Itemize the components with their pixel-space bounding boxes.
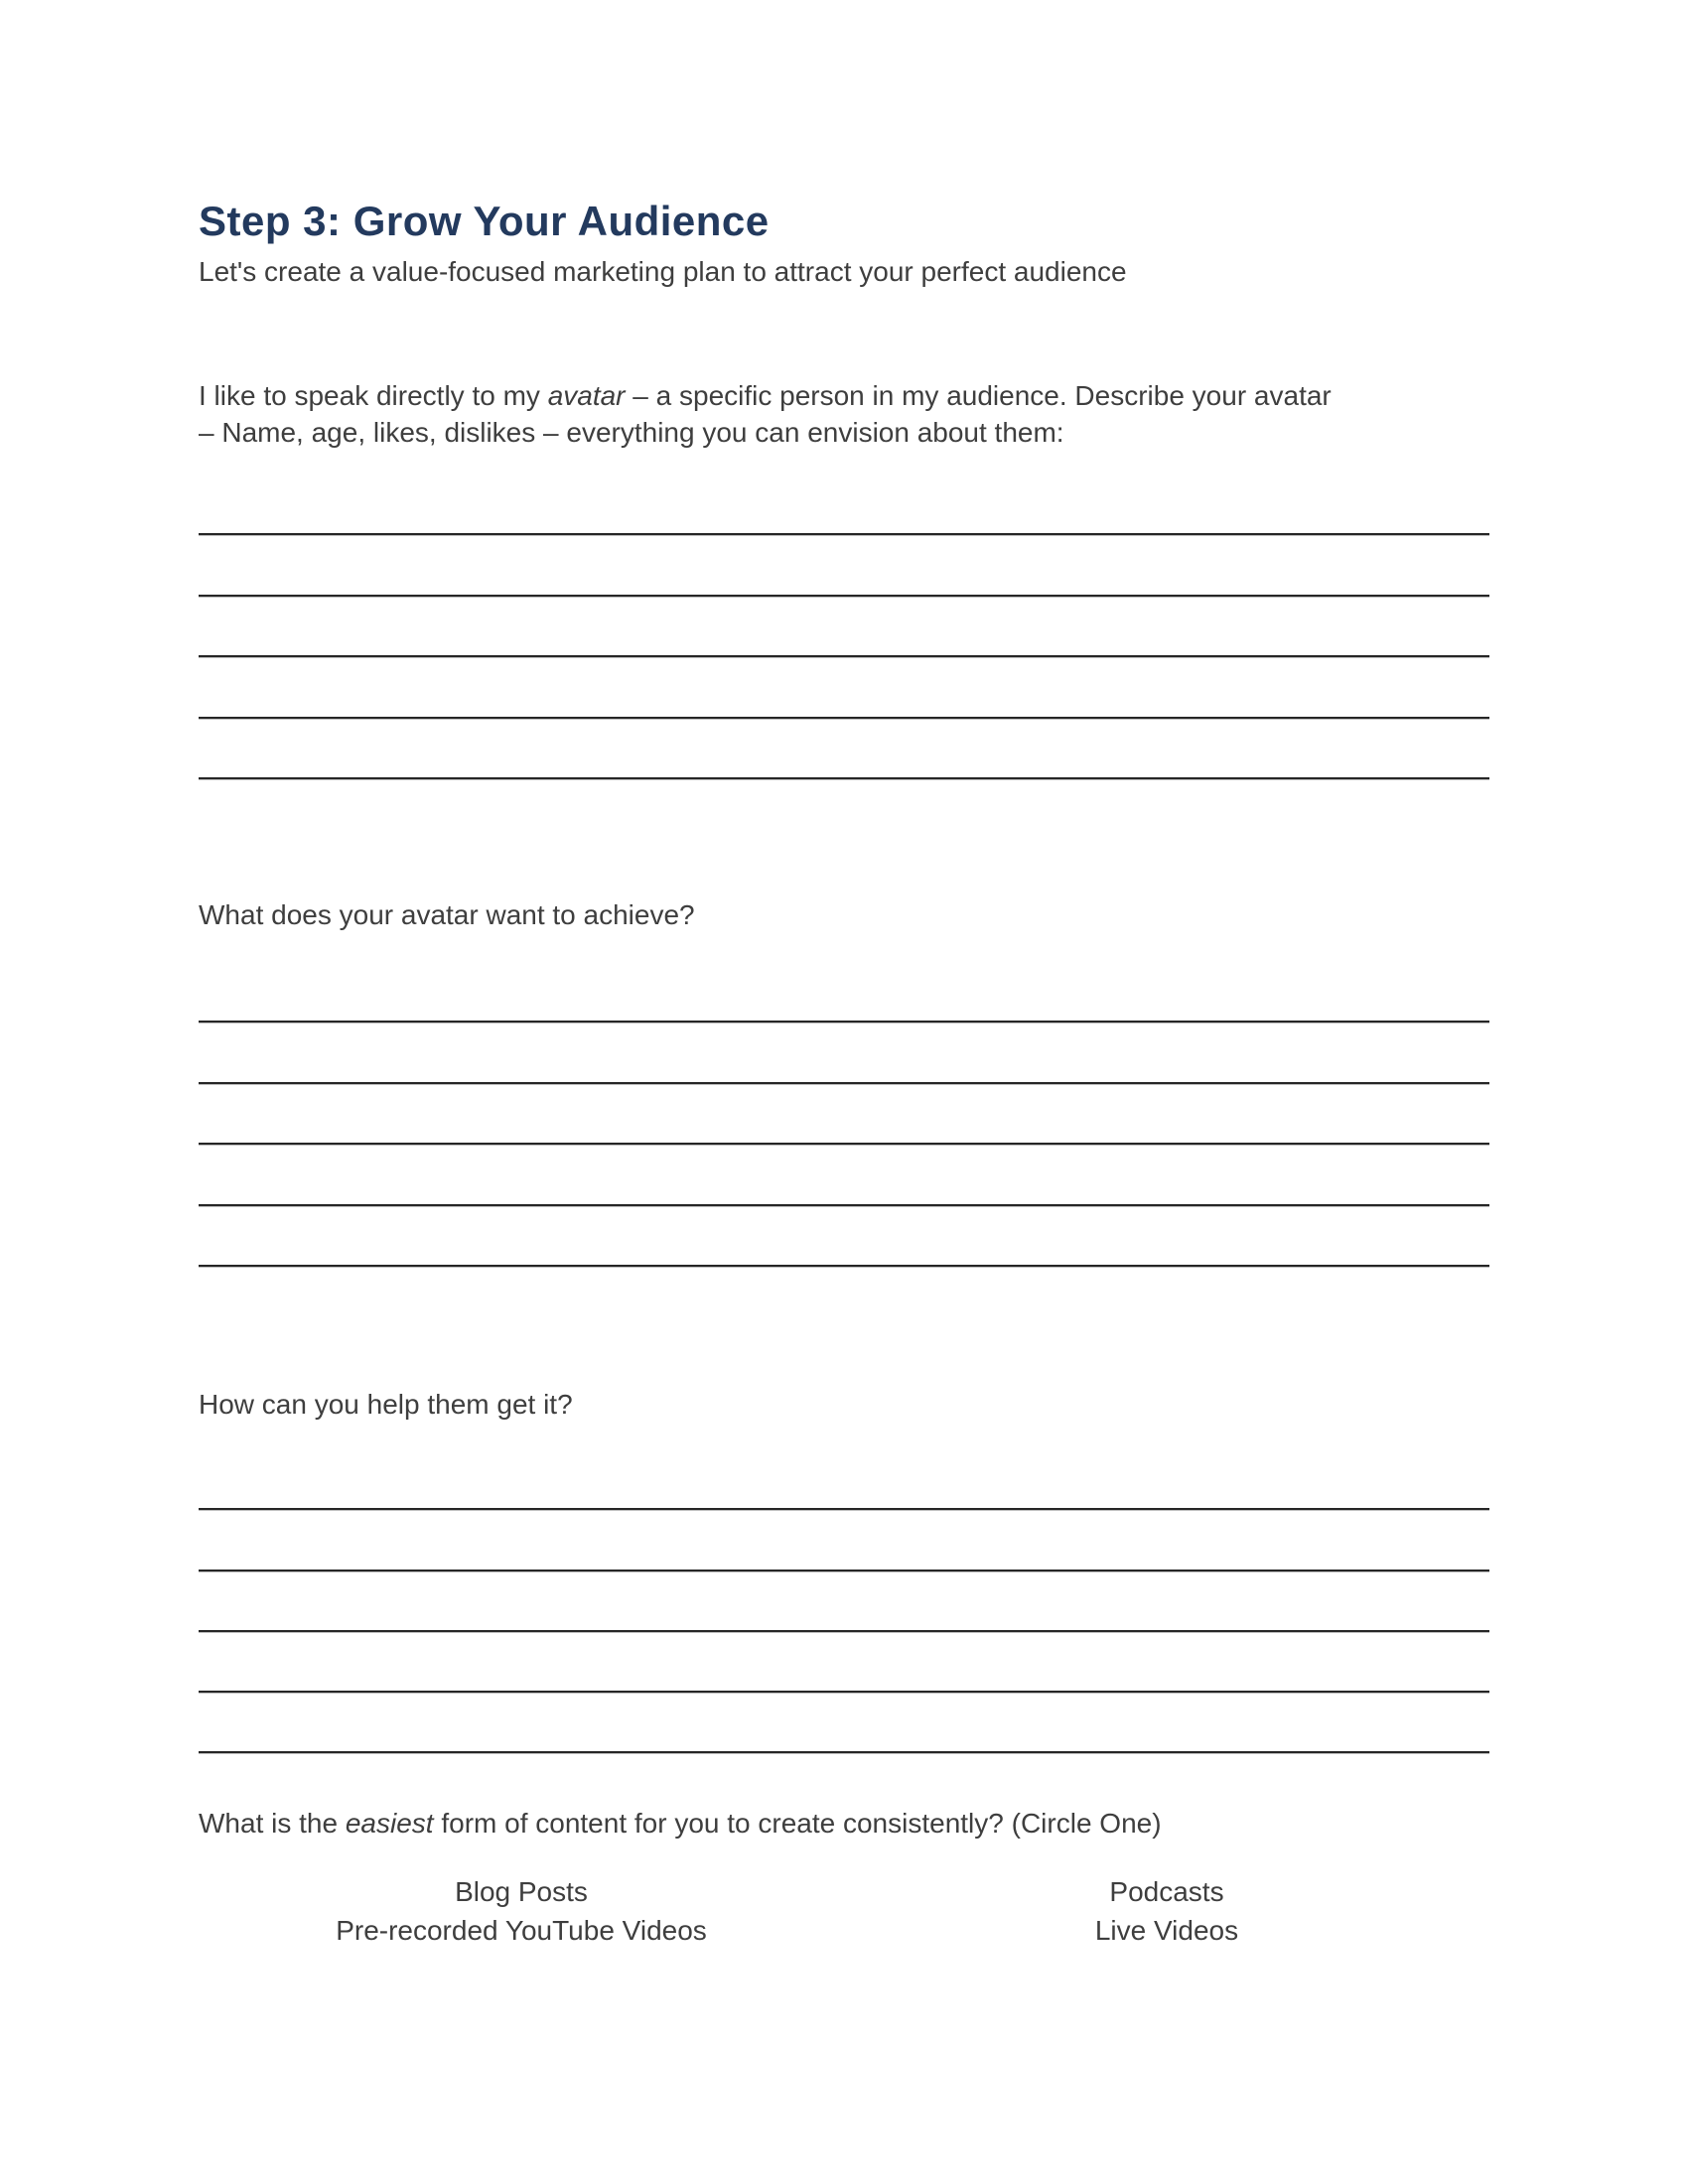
answer-line[interactable] (199, 777, 1489, 780)
question-content-suffix: form of content for you to create consistently? (Circle One) (433, 1808, 1162, 1839)
answer-line[interactable] (199, 1691, 1489, 1694)
answer-line[interactable] (199, 717, 1489, 720)
answer-line[interactable] (199, 1143, 1489, 1146)
answer-line[interactable] (199, 1570, 1489, 1572)
question-avatar-line1-suffix: – a specific person in my audience. Describe your avatar (625, 380, 1332, 411)
answer-line[interactable] (199, 1630, 1489, 1633)
answer-line[interactable] (199, 595, 1489, 598)
question-content-prefix: What is the (199, 1808, 346, 1839)
answer-line[interactable] (199, 1265, 1489, 1268)
question-avatar-goal: What does your avatar want to achieve? (199, 899, 695, 930)
answer-line[interactable] (199, 1082, 1489, 1085)
option-podcasts[interactable]: Podcasts (1109, 1876, 1224, 1907)
question-help-method: How can you help them get it? (199, 1389, 573, 1420)
answer-line[interactable] (199, 655, 1489, 658)
answer-line[interactable] (199, 1508, 1489, 1511)
question-avatar-line1 (199, 377, 1504, 414)
content-options-left-column (199, 1872, 844, 1950)
option-blog-posts[interactable]: Blog Posts (455, 1876, 588, 1907)
question-avatar-line1-prefix: I like to speak directly to my (199, 380, 548, 411)
question-avatar-line2: – Name, age, likes, dislikes – everything you can envision about them: (199, 417, 1064, 448)
answer-line[interactable] (199, 1021, 1489, 1024)
answer-line[interactable] (199, 1751, 1489, 1754)
answer-line[interactable] (199, 1204, 1489, 1207)
content-options-right-column (844, 1872, 1489, 1950)
question-content-format (199, 1805, 1504, 1842)
question-avatar-description (199, 377, 1504, 451)
page-subtitle: Let's create a value-focused marketing plan to attract your perfect audience (199, 256, 1127, 287)
question-avatar-italic-word: avatar (547, 380, 626, 411)
answer-line[interactable] (199, 533, 1489, 536)
question-content-italic-word: easiest (345, 1808, 434, 1839)
option-prerecorded-youtube-videos[interactable]: Pre-recorded YouTube Videos (336, 1915, 707, 1946)
page-title: Step 3: Grow Your Audience (199, 198, 770, 244)
option-live-videos[interactable]: Live Videos (1094, 1915, 1239, 1946)
content-options (199, 1872, 1489, 1950)
